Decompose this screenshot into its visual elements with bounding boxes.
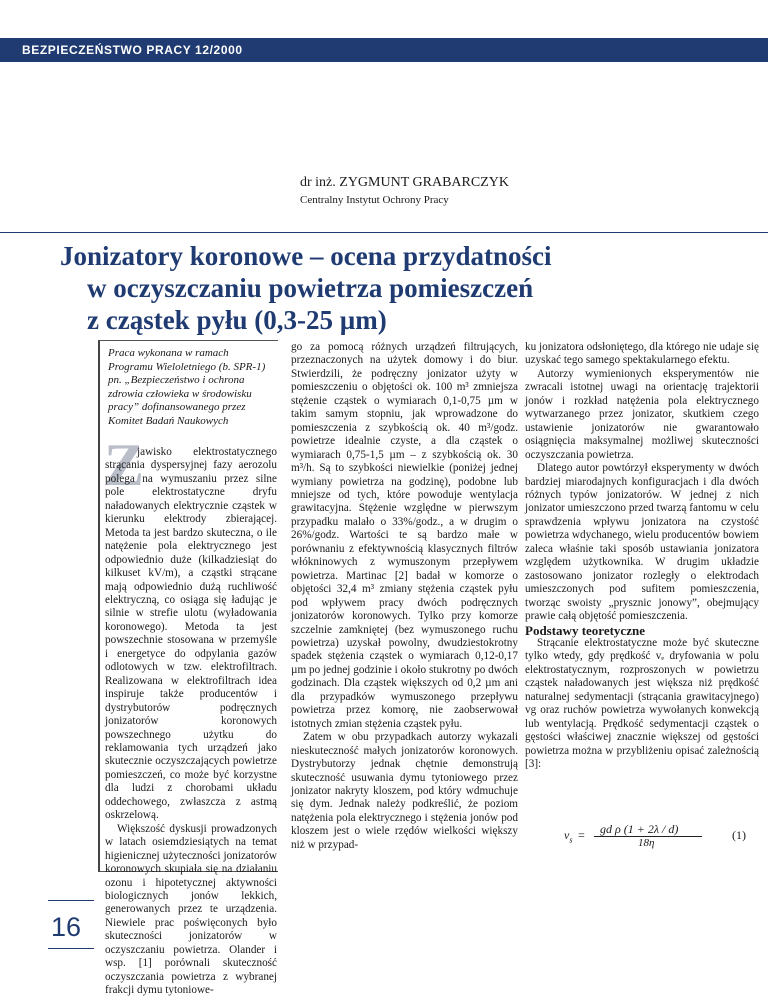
- journal-header: BEZPIECZEŃSTWO PRACY 12/2000: [22, 43, 243, 57]
- page-number-rule-top: [48, 900, 94, 901]
- article-title: [60, 240, 720, 336]
- col3-paragraph-3: Dlatego autor powtórzył eksperymenty w dwóch bardziej miarodajnych konfiguracjach i dla dwóch różnych typów jonizatorów. W jednej z nich jonizator umieszczono przed twarzą fantomu w celu sprawdzenia wpływu jonizatora na czystość powietrza wdychanego, wielu producentów bowiem zaleca właśnie taki sposób ustawiania jonizatora względem użytkownika. W drugim układzie zastosowano jonizator rozległy o elektrodach umieszczonych pod sufitem pomieszczenia, tworząc swoisty „prysznic jonowy”, obejmujący prawie całą objętość pomieszczenia.: [525, 462, 759, 623]
- col2-paragraph-1: go za pomocą różnych urządzeń filtrujących, przeznaczonych na użytek domowy i do biur. Stwierdzili, że podręczny jonizator użyty w pomieszczeniu o objętości ok. 100 m³ zmniejsza stężenie cząstek o wymiarach 0,1-0,75 µm w takim samym stopniu, jak wprowadzone do pomieszczenia z szybkością ok. 40 m³/godz. powietrze idealnie czyste, a dla cząstek o wymiarach 0,75-1,5 µm – z szybkością ok. 30 m³/h. Są to szybkości niewielkie (poniżej jednej wymiany powietrza na godzinę), podobne lub mniejsze od tych, które powoduje wentylacja grawitacyjna. Stężenie względne w pierwszym przypadku malało o 33%/godz., a w drugim o 26%/godz. Wartości te są bardzo małe w porównaniu z efektywnością klasycznych filtrów włókninowych z wymuszonym przepływem powietrza. Martinac [2] badał w komorze o objętości 32,4 m³ zmiany stężenia cząstek pyłu pod wpływem pracy dwóch podręcznych jonizatorów koronowych. Tylko przy komorze szczelnie zamkniętej (bez wymuszonego ruchu powietrza) uzyskał powolny, dwudziestokrotny spadek stężenia cząstek o wymiarach 0,12-0,17 µm po jednej godzinie i około stukrotny po dwóch godzinach. Dla cząstek większych od 0,2 µm ani dla przypadków wymuszonego przepływu powietrza przez komorę, nie zaobserwował istotnych zmian stężenia cząstek pyłu.: [291, 341, 518, 730]
- author-name: dr inż. ZYGMUNT GRABARCZYK: [300, 175, 509, 190]
- formula-denominator: 18η: [638, 837, 655, 849]
- author-affiliation: Centralny Instytut Ochrony Pracy: [300, 194, 449, 206]
- col3-paragraph-2: Autorzy wymienionych eksperymentów nie zwracali istotnej uwagi na orientację trajektorii jonów i rozkład natężenia pola elektrycznego wytwarzanego przez jonizator, skutkiem czego ustawienie jonizatorów nie gwarantowało osiągnięcia maksymalnej możliwej skuteczności oczyszczania powietrza.: [525, 367, 759, 461]
- formula-numerator: gd ρ (1 + 2λ / d): [600, 822, 679, 836]
- formula-lhs: $v_s$: [564, 828, 573, 845]
- column-1: [105, 446, 277, 998]
- formula-equals: =: [578, 828, 585, 842]
- title-line-1: Jonizatory koronowe – ocena przydatności: [60, 241, 552, 271]
- col3-paragraph-4: Strącanie elektrostatyczne może być skuteczne tylko wtedy, gdy prędkość vₑ dryfowania w polu elektrostatycznym, rozproszonych w powietrzu cząstek naładowanych jest większa niż prędkość naturalnej sedymentacji (strącania grawitacyjnego) vg oraz ruchów powietrza wywołanych konwekcją lub wentylacją. Prędkość sedymentacji cząstek o gęstości właściwej znacznie większej od gęstości powietrza można w przybliżeniu opisać zależnością [3]:: [525, 636, 759, 771]
- page-number-rule-bottom: [48, 948, 94, 949]
- dropcap-letter: Z: [104, 432, 145, 498]
- page-number: 16: [51, 912, 82, 942]
- column-2: [291, 341, 518, 852]
- header-bar: [0, 38, 768, 62]
- column-3: [525, 341, 759, 772]
- col1-paragraph-1: jawisko elektrostatycznego strącania dyspersyjnej fazy aerozolu polega na wymuszaniu przez silne pole elektrostatyczne dryfu naładowanych elektrycznie cząstek w kierunku elektrody zbierającej. Metoda ta jest bardzo skuteczna, o ile natężenie pola elektrycznego jest odpowiednio duże (kilkadziesiąt do kilkuset kV/m), a cząstki strącane mają odpowiednio dużą ruchliwość elektryczną, co osiąga się ładując je silnie w strefie ulotu (wyładowania koronowego). Metoda ta jest powszechnie stosowana w przemyśle i energetyce do odpylania gazów odlotowych w tzw. elektrofiltrach. Realizowana w elektrofiltrach idea inspiruje także producentów i dystrybutorów podręcznych jonizatorów koronowych powszechnego użytku do reklamowania tych urządzeń jako skutecznie oczyszczających powietrze pomieszczeń, co może być korzystne dla ludzi z chorobami układu oddechowego, zwłaszcza z astmą oskrzelową.: [105, 446, 277, 822]
- col3-paragraph-1: ku jonizatora odsłoniętego, dla którego nie udaje się uzyskać tego samego spektakularnego efektu.: [525, 341, 759, 367]
- col2-paragraph-2: Zatem w obu przypadkach autorzy wykazali nieskuteczność małych jonizatorów koronowych. Dystrybutorzy jednak chętnie demonstrują skuteczność usuwania dymu tytoniowego przez jonizator nakryty kloszem, pod który wdmuchuje się dym. Jednak należy podkreślić, że poziom natężenia pola elektrycznego i stężenia jonów pod kloszem jest o wiele rzędów wielkości większy niż w przypad-: [291, 731, 518, 851]
- title-line-3: z cząstek pyłu (0,3-25 µm): [87, 305, 387, 335]
- equation-1: [560, 822, 760, 849]
- section-heading: Podstawy teoretyczne: [525, 622, 645, 638]
- title-divider: [0, 232, 768, 233]
- title-line-2: w oczyszczaniu powietrza pomieszczeń: [87, 273, 534, 303]
- formula-number: (1): [732, 828, 746, 842]
- col1-paragraph-2: Większość dyskusji prowadzonych w latach osiemdziesiątych na temat higienicznej użyteczności jonizatorów koronowych skupiała się na działaniu ozonu i hipotetycznej aktywności biologicznych jonów lekkich, generowanych przez te urządzenia. Niewiele prac poświęconych było skuteczności jonizatorów w oczyszczaniu powietrza. Olander i wsp. [1] porównali skuteczność oczyszczania powietrza z wybranej frakcji dymu tytoniowe-: [105, 822, 277, 997]
- funding-note: Praca wykonana w ramach Programu Wieloletniego (b. SPR-1) pn. „Bezpieczeństwo i ochrona zdrowia człowieka w środowisku pracy” dofinansowanego przez Komitet Badań Naukowych: [108, 347, 266, 427]
